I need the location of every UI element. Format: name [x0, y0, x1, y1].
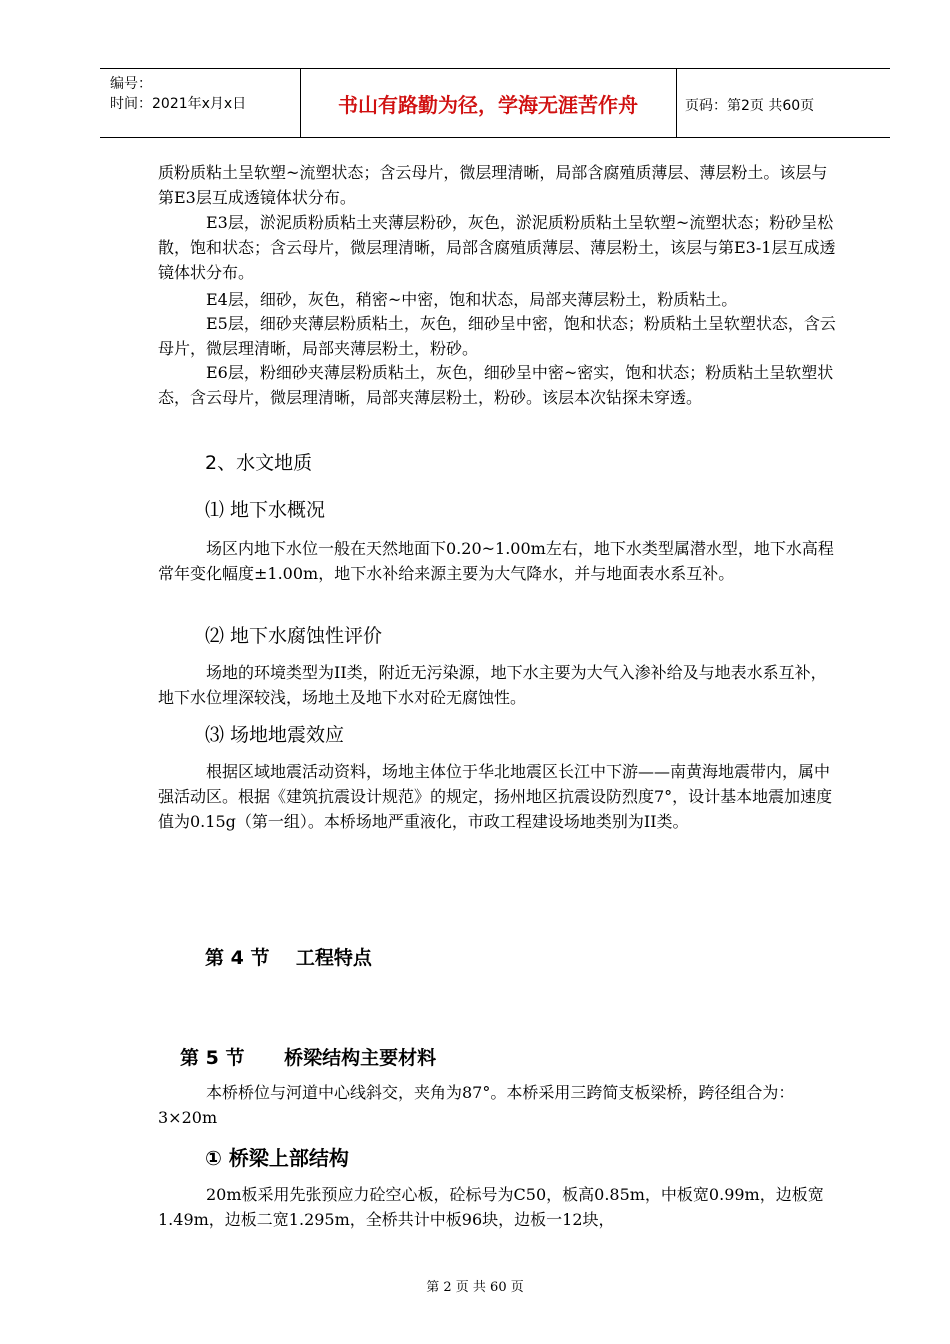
paragraph-e3: E3层，淤泥质粉质粘土夹薄层粉砂，灰色，淤泥质粉质粘土呈软塑~流塑状态；粉砂呈松散，饱和状态；含云母片，微层理清晰，局部含腐殖质薄层、薄层粉土，该层与第E3-1层互成透镜体状分布。	[158, 213, 836, 282]
heading-seismic: ⑶ 场地地震效应	[205, 724, 345, 746]
footer-page-number: 第 2 页 共 60 页	[426, 1280, 524, 1295]
header-motto-cell	[300, 69, 677, 137]
paragraph-corrosion: 场地的环境类型为II类，附近无污染源，地下水主要为大气入渗补给及与地表水系互补，地下水位埋深较浅，场地土及地下水对砼无腐蚀性。	[158, 663, 827, 707]
heading-hydrogeology: 2、水文地质	[205, 452, 313, 474]
paragraph-seismic: 根据区域地震活动资料，场地主体位于华北地震区长江中下游——南黄海地震带内，属中强活动区。根据《建筑抗震设计规范》的规定，扬州地区抗震设防烈度7°，设计基本地震加速度值为0.15g（第一组）。本桥场地严重液化，市政工程建设场地类别为II类。	[158, 762, 833, 831]
paragraph-upper-structure: 20m板采用先张预应力砼空心板，砼标号为C50，板高0.85m，中板宽0.99m，边板宽1.49m，边板二宽1.295m，全桥共计中板96块，边板一12块，	[158, 1185, 824, 1229]
section-5-title: 第 5 节 桥梁结构主要材料	[180, 1047, 437, 1069]
motto: 书山有路勤为径，学海无涯苦作舟	[338, 93, 638, 117]
section-4-title: 第 4 节 工程特点	[205, 947, 372, 969]
header-page-cell	[677, 69, 890, 137]
paragraph-bridge-intro: 本桥桥位与河道中心线斜交，夹角为87°。本桥采用三跨简支板梁桥，跨径组合为：3×20m	[158, 1083, 795, 1127]
paragraph-e4: E4层，细砂，灰色，稍密~中密，饱和状态，局部夹薄层粉土，粉质粘土。	[206, 290, 738, 309]
heading-groundwater: ⑴ 地下水概况	[205, 499, 326, 521]
header-info-cell	[100, 69, 301, 137]
paragraph-e6: E6层，粉细砂夹薄层粉质粘土，灰色，细砂呈中密~密实，饱和状态；粉质粘土呈软塑状态，含云母片，微层理清晰，局部夹薄层粉土，粉砂。该层本次钻探未穿透。	[158, 363, 834, 407]
time-label: 时间：2021年x月x日	[110, 96, 247, 112]
header-page-label: 页码：第2页 共60页	[685, 98, 815, 114]
heading-upper-structure: ① 桥梁上部结构	[205, 1146, 349, 1170]
heading-corrosion: ⑵ 地下水腐蚀性评价	[205, 625, 383, 647]
paragraph-groundwater: 场区内地下水位一般在天然地面下0.20~1.00m左右，地下水类型属潜水型，地下水高程常年变化幅度±1.00m，地下水补给来源主要为大气降水，并与地面表水系互补。	[158, 539, 834, 583]
paragraph-e2-continued: 质粉质粘土呈软塑~流塑状态；含云母片，微层理清晰，局部含腐殖质薄层、薄层粉土。该层与第E3层互成透镜体状分布。	[158, 163, 828, 207]
document-header	[100, 68, 890, 138]
number-label: 编号：	[110, 76, 152, 92]
paragraph-e5: E5层，细砂夹薄层粉质粘土，灰色，细砂呈中密，饱和状态；粉质粘土呈软塑状态，含云母片，微层理清晰，局部夹薄层粉土，粉砂。	[158, 314, 836, 358]
